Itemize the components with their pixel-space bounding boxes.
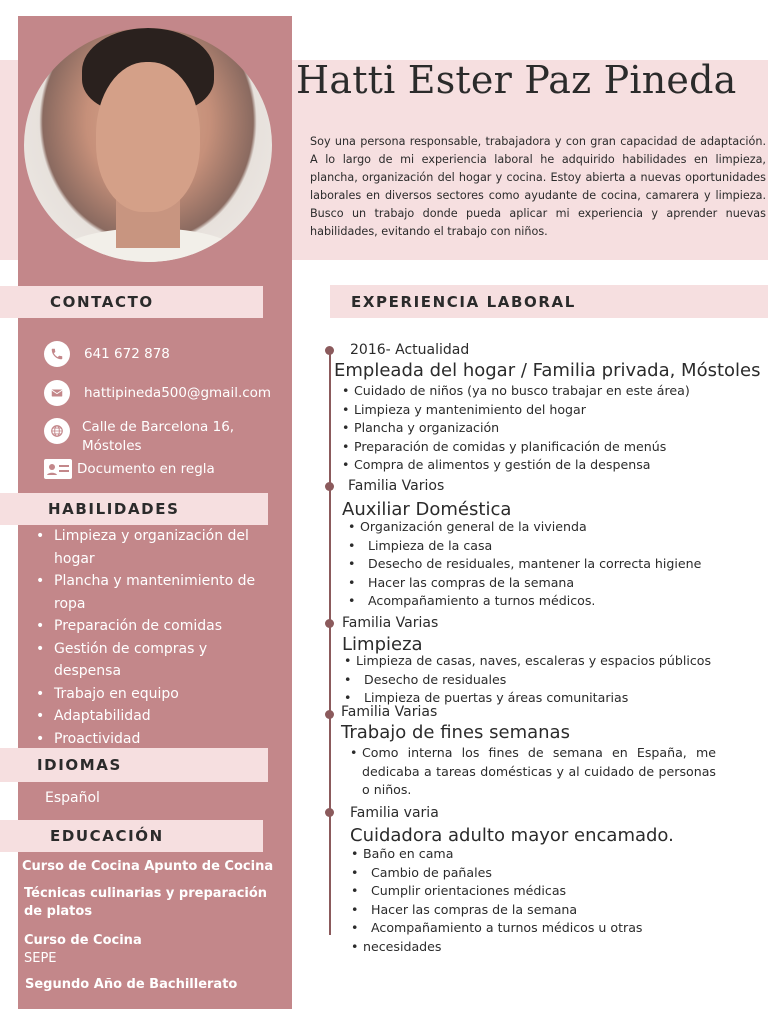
timeline-dot [325,710,334,719]
job-task: • Cumplir orientaciones médicas [351,882,642,901]
job-task: • Preparación de comidas y planificación de menús [342,438,690,457]
experience-heading-tab [330,285,768,318]
skills-heading-tab [0,493,268,525]
timeline-dot [325,346,334,355]
globe-icon [44,418,70,444]
contact-email-row [44,380,271,406]
job-period: Familia varia [350,805,439,821]
job-period: Familia Varios [348,478,445,494]
skill-item: • Trabajo en equipo [18,683,274,706]
job-task: • necesidades [351,938,642,957]
job-task: • Baño en cama [351,845,642,864]
timeline-dot [325,619,334,628]
timeline-dot [325,482,334,491]
mail-icon [44,380,70,406]
job-task: • Desecho de residuales, mantener la correcta higiene [348,555,701,574]
job-period: Familia Varias [341,704,438,720]
timeline-dot [325,808,334,817]
education-heading-tab [0,820,263,852]
job-task: • Acompañamiento a turnos médicos. [348,592,701,611]
contact-document-row [44,459,215,479]
job-task: • Desecho de residuales [344,671,711,690]
education-title: Curso de Cocina Apunto de Cocina [22,859,274,874]
job-task: • Hacer las compras de la semana [348,574,701,593]
id-card-icon [44,459,72,479]
education-title: Técnicas culinarias y preparación de platos [24,886,268,919]
job-task: • Limpieza de casas, naves, escaleras y espacios públicos [344,652,711,671]
education-title: Curso de Cocina [24,933,142,948]
phone-icon [44,341,70,367]
job-task: • Como interna los fines de semana en España, me dedicaba a tareas domésticas y al cuidado de personas o niños. [350,744,716,800]
skill-item: • Limpieza y organización del hogar [18,525,274,570]
contact-address [82,418,234,456]
job-task: • Limpieza y mantenimiento del hogar [342,401,690,420]
experience-heading: EXPERIENCIA LABORAL [351,292,576,311]
contact-address-row [44,418,234,456]
contact-address-line1: Calle de Barcelona 16, [82,419,235,435]
education-item [24,885,274,921]
job-period: Familia Varias [342,615,439,631]
education-item [24,932,274,968]
education-title: Segundo Año de Bachillerato [25,977,238,992]
job-task: • Acompañamiento a turnos médicos u otras [351,919,642,938]
education-item [22,858,282,876]
job-title: Cuidadora adulto mayor encamado. [350,825,674,846]
job-task-list [350,744,716,800]
full-name: Hatti Ester Paz Pineda [296,58,737,102]
job-title: Auxiliar Doméstica [342,499,512,520]
job-title: Trabajo de fines semanas [341,722,570,743]
contact-heading: CONTACTO [50,293,154,311]
job-task: • Limpieza de la casa [348,537,701,556]
job-task: • Organización general de la vivienda [348,518,701,537]
skills-list [18,525,274,750]
photo-face [96,62,200,212]
education-item [25,976,275,994]
job-task: • Compra de alimentos y gestión de la despensa [342,456,690,475]
contact-phone[interactable]: 641 672 878 [84,346,170,362]
job-period: 2016- Actualidad [350,342,470,358]
contact-heading-tab [0,286,263,318]
contact-phone-row [44,341,170,367]
job-task: • Hacer las compras de la semana [351,901,642,920]
skill-item: • Preparación de comidas [18,615,274,638]
education-heading: EDUCACIÓN [50,827,164,845]
skill-item: • Gestión de compras y despensa [18,638,274,683]
job-task-list [342,382,690,475]
job-task-list [351,845,642,957]
skill-item: • Plancha y mantenimiento de ropa [18,570,274,615]
skills-heading: HABILIDADES [48,500,180,518]
skill-item: • Adaptabilidad [18,705,274,728]
contact-email[interactable]: hattipineda500@gmail.com [84,385,272,401]
job-task: • Cuidado de niños (ya no busco trabajar en este área) [342,382,690,401]
job-task-list [344,652,711,708]
profile-summary: Soy una persona responsable, trabajadora y con gran capacidad de adaptación. A lo largo de mi experiencia laboral he adquirido habilidades en limpieza, plancha, organización del hogar y cocina. Estoy abierta a nuevas oportunidades laborales en diversos sectores como ayudante de cocina, camarera y limpieza. Busco un trabajo donde pueda aplicar mi experiencia y aprender nuevas habilidades, evitando el trabajo con niños. [310,135,766,238]
languages-heading: IDIOMAS [37,756,122,774]
profile-photo [24,28,272,262]
contact-document: Documento en regla [77,461,215,477]
skill-item: • Proactividad [18,728,274,751]
job-task: • Limpieza de puertas y áreas comunitarias [344,689,711,708]
job-title: Limpieza [342,634,423,655]
timeline-line [329,348,331,935]
contact-address-line2: Móstoles [82,438,142,454]
job-title: Empleada del hogar / Familia privada, Móstoles [334,360,761,381]
language-item: Español [45,790,100,806]
job-task: • Plancha y organización [342,419,690,438]
languages-heading-tab [0,748,268,782]
job-task: • Cambio de pañales [351,864,642,883]
job-task-list [348,518,701,611]
education-subtitle: SEPE [24,951,57,966]
